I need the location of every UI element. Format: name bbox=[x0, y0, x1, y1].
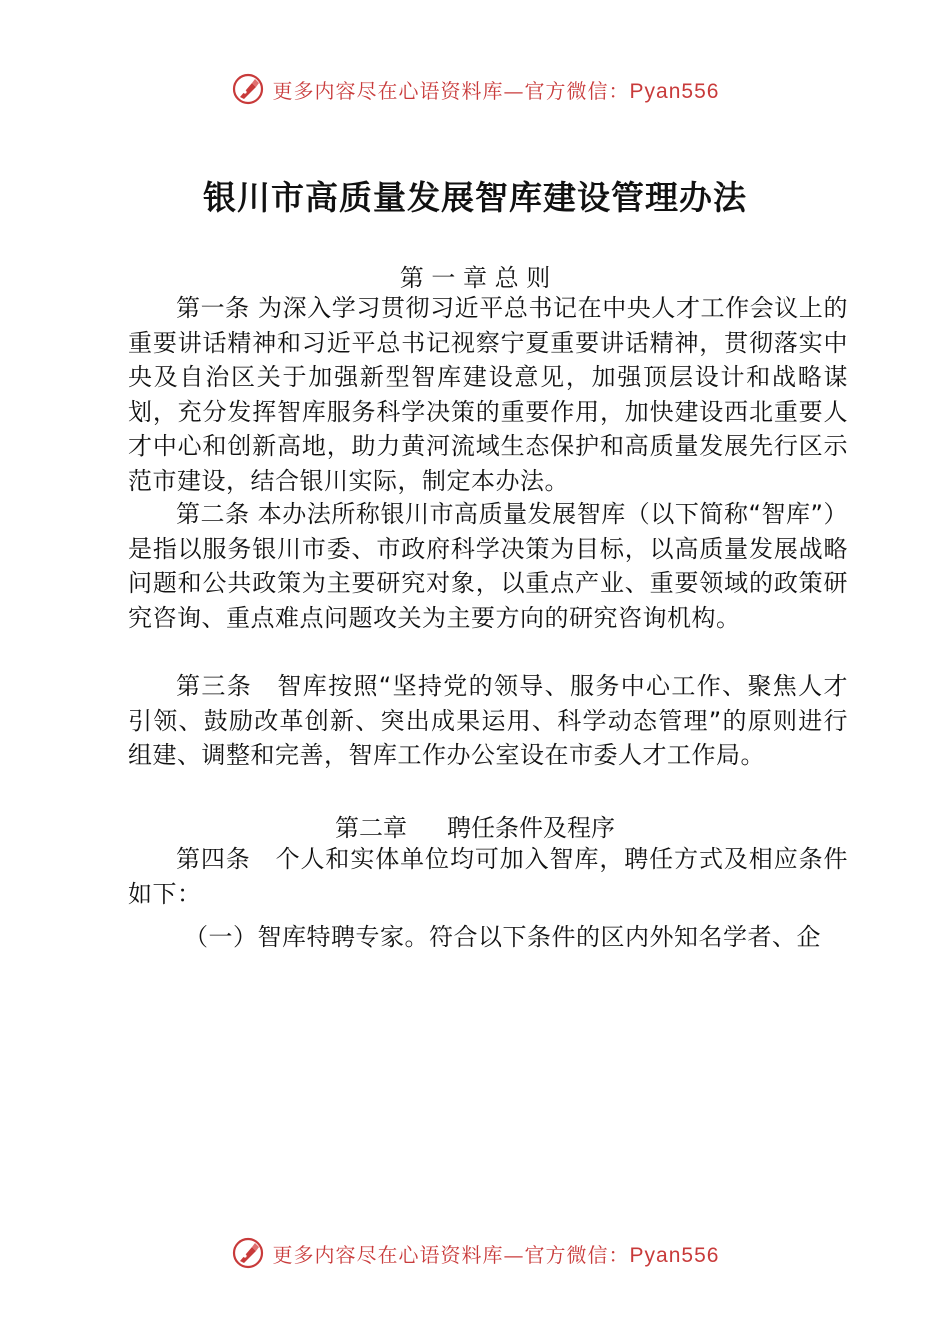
article-2: 第二条 本办法所称银川市高质量发展智库（以下简称“智库”）是指以服务银川市委、市政府科学决策为目标，以高质量发展战略问题和公共政策为主要研究对象，以重点产业、重要领域的政策研究咨询、重点难点问题攻关为主要方向的研究咨询机构。 bbox=[128, 500, 848, 632]
chapter-name: 聘任条件及程序 bbox=[447, 814, 615, 842]
article-1: 第一条 为深入学习贯彻习近平总书记在中央人才工作会议上的重要讲话精神和习近平总书记视察宁夏重要讲话精神，贯彻落实中央及自治区关于加强新型智库建设意见，加强顶层设计和战略谋划，充分发挥智库服务科学决策的重要作用，加快建设西北重要人才中心和创新高地，助力黄河流域生态保护和高质量发展先行区示范市建设，结合银川实际，制定本办法。 bbox=[128, 294, 848, 495]
chapter-heading-2 bbox=[0, 808, 950, 843]
wechat-id: Pyan556 bbox=[629, 1243, 720, 1267]
wechat-id: Pyan556 bbox=[629, 79, 720, 103]
list-item-1: （一）智库特聘专家。符合以下条件的区内外知名学者、企 bbox=[184, 923, 821, 951]
article-3: 第三条 智库按照“坚持党的领导、服务中心工作、聚焦人才引领、鼓励改革创新、突出成果运用、科学动态管理”的原则进行组建、调整和完善，智库工作办公室设在市委人才工作局。 bbox=[128, 672, 848, 769]
watermark-footer bbox=[0, 1236, 950, 1270]
pen-nib-logo-icon bbox=[231, 72, 265, 106]
chapter-heading: 第 一 章 总 则 bbox=[399, 264, 551, 292]
watermark-text: 更多内容尽在心语资料库—官方微信：Pyan556 bbox=[272, 78, 720, 103]
chapter-label: 第二章 bbox=[335, 814, 407, 842]
article-4: 第四条 个人和实体单位均可加入智库，聘任方式及相应条件如下： bbox=[128, 845, 848, 908]
watermark-text: 更多内容尽在心语资料库—官方微信：Pyan556 bbox=[272, 1242, 720, 1267]
watermark-header bbox=[0, 72, 950, 106]
document-title: 银川市高质量发展智库建设管理办法 bbox=[203, 178, 747, 217]
pen-nib-logo-icon bbox=[231, 1236, 265, 1270]
